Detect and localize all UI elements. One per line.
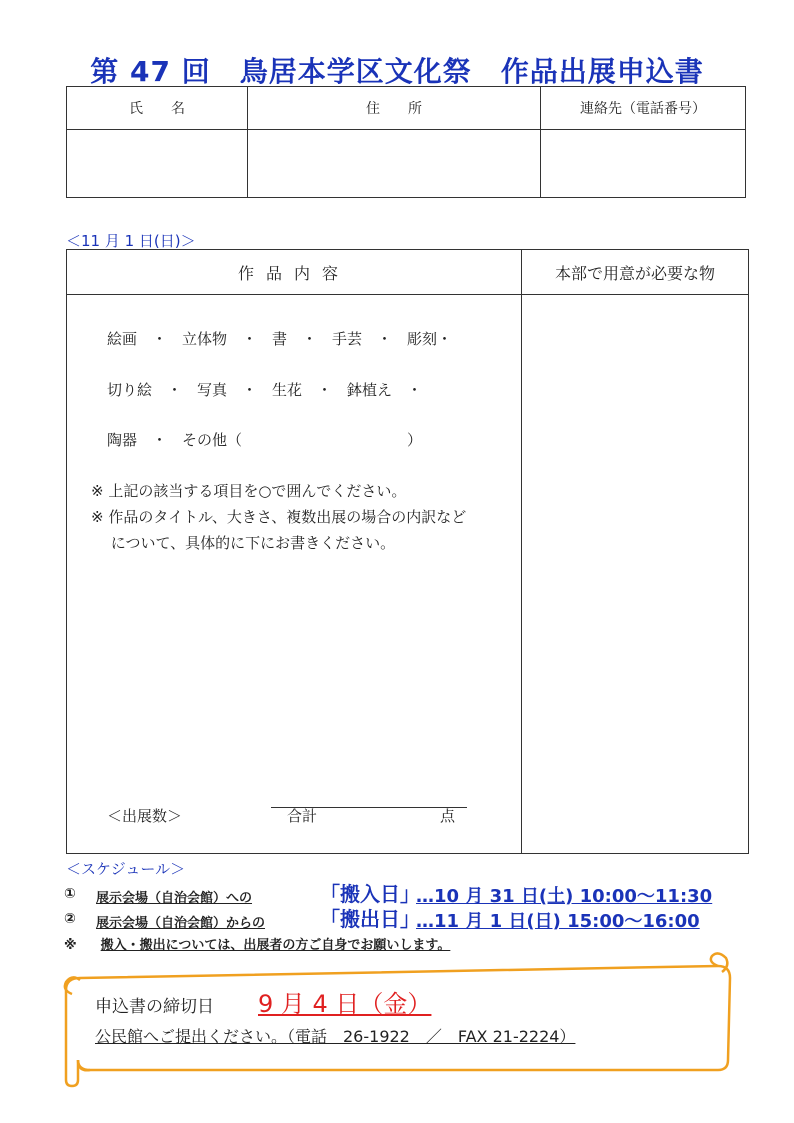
deadline-label: 申込書の締切日: [95, 997, 214, 1017]
schedule-place: 展示会場（自治会館）への: [96, 891, 253, 906]
note-text: 搬入・搬出については、出展者の方ご自身でお願いします。: [100, 938, 451, 953]
note-line: について、具体的に下にお書きください。: [91, 534, 396, 552]
schedule-num: ①: [64, 886, 76, 902]
note-line: ※ 作品のタイトル、大きさ、複数出展の場合の内訳など: [91, 508, 467, 526]
event-date-label: ＜11 月 1 日(日)＞: [66, 232, 196, 250]
note-line: ※ 上記の該当する項目を○で囲んでください。: [91, 482, 407, 500]
schedule-place: 展示会場（自治会館）からの: [96, 916, 266, 931]
total-unit: 点: [439, 807, 455, 825]
header-work-content: 作品内容: [237, 263, 350, 283]
header-address: 住 所: [248, 87, 541, 130]
scroll-curl-right: [711, 953, 727, 972]
form-title: 第 47 回 鳥居本学区文化祭 作品出展申込書: [90, 55, 704, 88]
category-line[interactable]: 陶器 ・ その他（ ）: [107, 431, 423, 449]
entry-count-label: ＜出展数＞: [107, 807, 183, 825]
schedule-label: ＜スケジュール＞: [66, 860, 186, 878]
header-phone: 連絡先（電話番号）: [541, 87, 745, 130]
schedule-key: 「搬出日」: [320, 907, 420, 931]
schedule-key: 「搬入日」: [320, 882, 420, 906]
total-label: 合計: [287, 807, 318, 825]
category-line[interactable]: 絵画 ・ 立体物 ・ 書 ・ 手芸 ・ 彫刻・: [107, 330, 453, 348]
deadline-date: 9 月 4 日（金）: [258, 990, 432, 1018]
schedule-date: …11 月 1 日(日) 15:00〜16:00: [416, 911, 700, 932]
category-line[interactable]: 切り絵 ・ 写真 ・ 生花 ・ 鉢植え ・: [107, 381, 423, 399]
submission-info: 公民館へご提出ください。（電話 26-1922 ／ FAX 21-2224）: [95, 1027, 576, 1046]
header-name: 氏 名: [67, 87, 248, 130]
schedule-num: ②: [64, 911, 76, 927]
header-required-items: 本部で用意が必要な物: [554, 263, 715, 283]
note-mark: ※: [64, 938, 77, 953]
schedule-date: …10 月 31 日(土) 10:00〜11:30: [416, 886, 713, 907]
